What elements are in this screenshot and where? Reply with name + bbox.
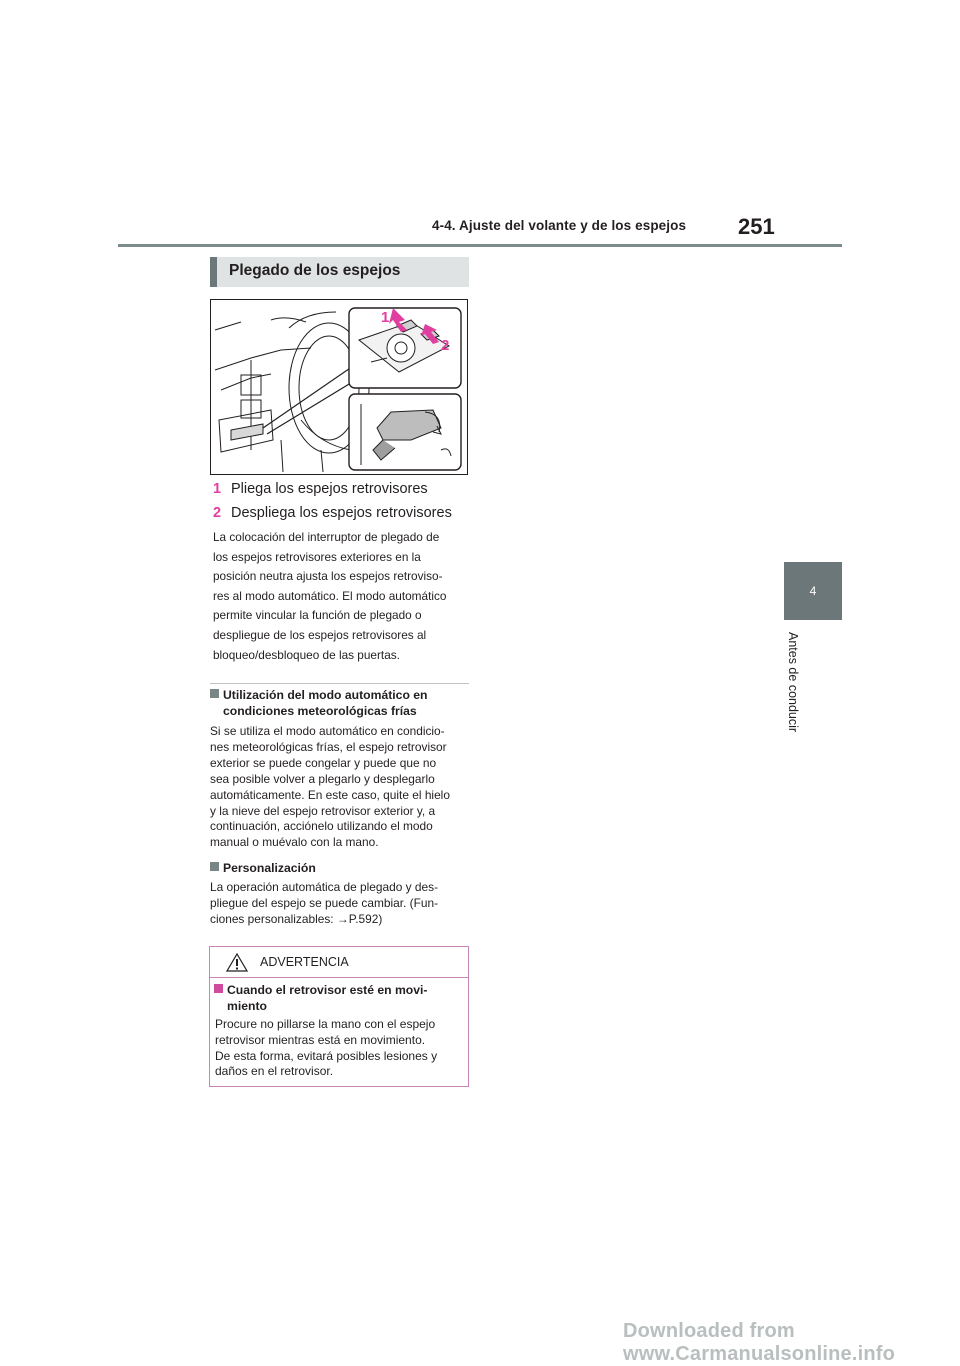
header-rule [118,244,842,247]
text-line: pliegue del espejo se puede cambiar. (Fun- [210,895,439,910]
section-title-bar [210,257,469,287]
text-line: automáticamente. En este caso, quite el hielo [210,787,450,802]
section-divider [210,683,469,684]
running-header: 4-4. Ajuste del volante y de los espejos [432,218,687,233]
section-title: Plegado de los espejos [229,262,401,279]
text-line: manual o muévalo con la mano. [210,835,379,850]
warning-box [209,946,469,1087]
square-bullet-icon [214,984,223,993]
chapter-title: Antes de conducir [786,632,800,733]
chapter-title-vertical [786,632,806,752]
warning-header [210,947,468,978]
text-line: bloqueo/desbloqueo de las puertas. [213,647,400,662]
text-line: y la nieve del espejo retrovisor exterior y, a [210,803,436,818]
warning-heading [214,983,464,1014]
heading-line: Personalización [223,861,316,875]
text-line: La colocación del interruptor de plegado de [213,530,440,544]
square-bullet-icon [210,862,219,871]
source-watermark: Downloaded from www.Carmanualsonline.info [623,1320,896,1365]
warning-body [215,1017,467,1080]
chapter-tab [784,562,842,620]
note-heading-cold-weather [210,688,472,719]
chapter-number: 4 [809,584,817,598]
intro-paragraph [213,528,473,665]
square-bullet-icon [210,689,219,698]
note-body-personalization [210,880,472,928]
heading-line: Utilización del modo automático en [223,688,428,702]
step-2 [213,505,452,521]
text-line: continuación, acciónelo utilizando el modo [210,819,433,834]
text-line: sea posible volver a plegarlo y desplegarlo [210,771,435,786]
text-line: res al modo automático. El modo automático [213,588,447,603]
callout-1: 1 [381,309,390,326]
text-line: permite vincular la función de plegado o [213,608,422,623]
step-number: 2 [213,505,222,521]
text-line: los espejos retrovisores exteriores en la [213,549,421,564]
step-number: 1 [213,481,222,497]
warning-triangle-icon [226,953,248,972]
illustration-drawing [211,300,467,474]
step-text: Pliega los espejos retrovisores [231,481,428,497]
text-line: Si se utiliza el modo automático en condicio- [210,724,445,738]
text-line: La operación automática de plegado y des- [210,880,439,894]
heading-line: Cuando el retrovisor esté en movi- [227,983,428,997]
mirror-switch-illustration [210,299,468,475]
text-line: nes meteorológicas frías, el espejo retrovisor [210,739,447,754]
text-line: daños en el retrovisor. [215,1064,334,1079]
step-1 [213,481,428,497]
note-body-cold-weather [210,724,472,851]
step-text: Despliega los espejos retrovisores [231,505,452,521]
text-line: posición neutra ajusta los espejos retroviso- [213,569,443,584]
text-line: despliegue de los espejos retrovisores al [213,627,427,642]
text-line: Procure no pillarse la mano con el espejo [215,1017,436,1031]
text-line: De esta forma, evitará posibles lesiones y [215,1048,438,1063]
heading-line: miento [227,998,267,1013]
text-line: ciones personalizables: →P.592) [210,911,383,926]
heading-line: condiciones meteorológicas frías [223,703,417,718]
text-line: exterior se puede congelar y puede que no [210,755,437,770]
page-number: 251 [738,214,775,239]
note-heading-personalization [210,861,472,877]
warning-title: ADVERTENCIA [260,955,349,969]
text-line: retrovisor mientras está en movimiento. [215,1032,426,1047]
callout-2: 2 [441,337,450,354]
